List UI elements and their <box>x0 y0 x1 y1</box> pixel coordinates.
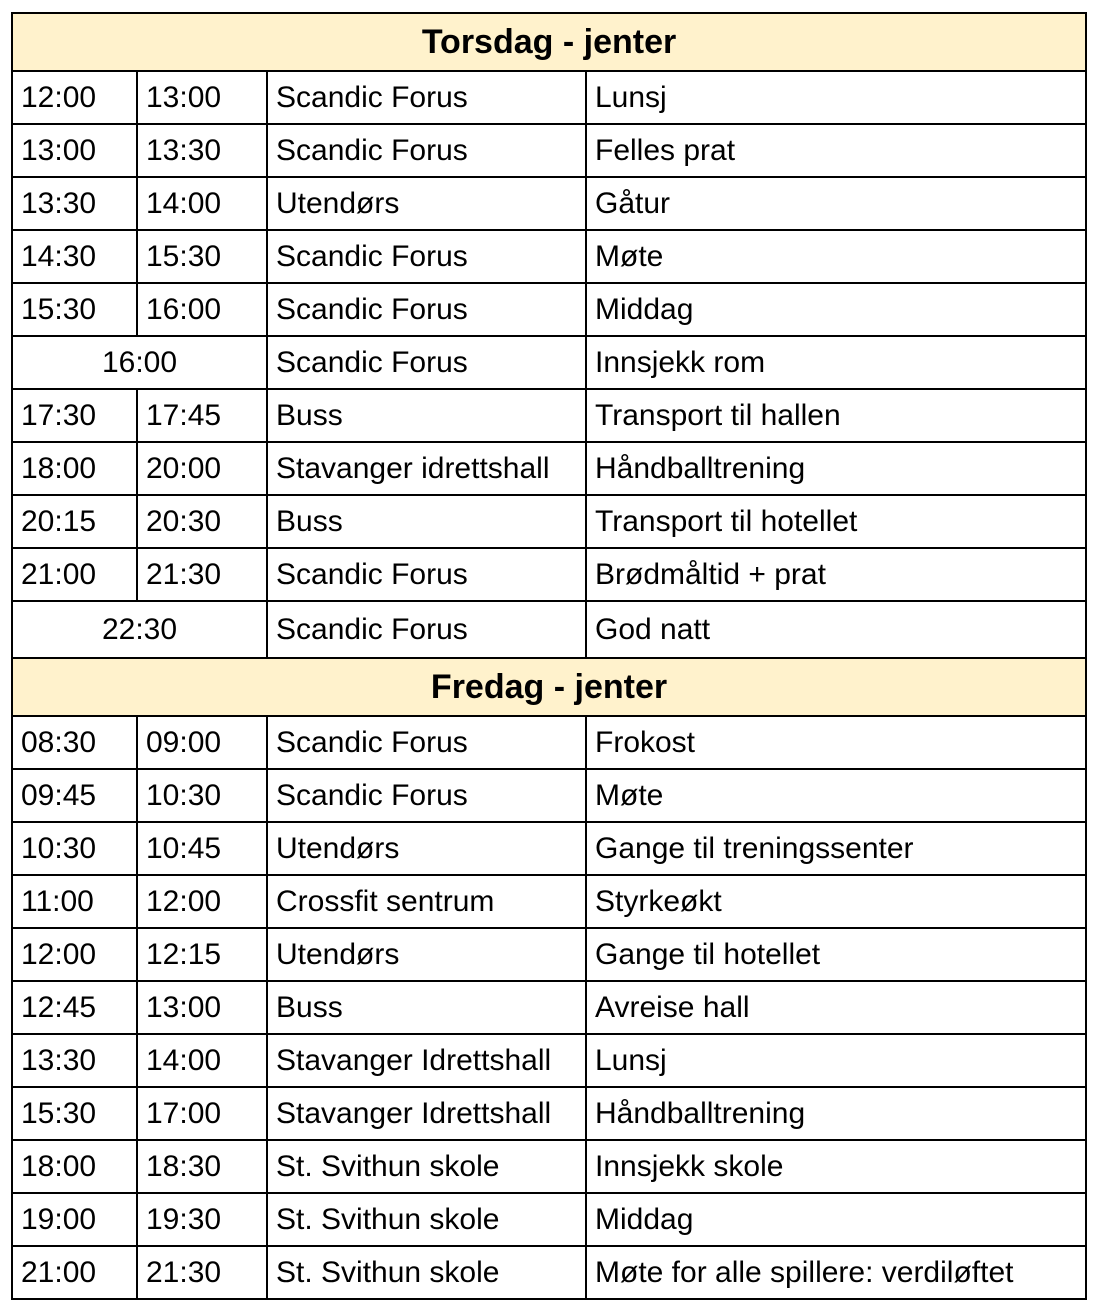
location-cell: Buss <box>267 495 586 548</box>
start-time-cell: 19:00 <box>12 1193 137 1246</box>
location-cell: Stavanger Idrettshall <box>267 1087 586 1140</box>
end-time-cell: 21:30 <box>137 548 267 601</box>
start-time-cell: 21:00 <box>12 1246 137 1299</box>
schedule-row <box>12 71 1086 124</box>
end-time-cell: 13:30 <box>137 124 267 177</box>
end-time-cell: 16:00 <box>137 283 267 336</box>
start-time-cell: 18:00 <box>12 442 137 495</box>
activity-cell: Innsjekk rom <box>586 336 1086 389</box>
start-time-cell: 08:30 <box>12 716 137 769</box>
schedule-row <box>12 1140 1086 1193</box>
end-time-cell: 12:00 <box>137 875 267 928</box>
schedule-row <box>12 601 1086 658</box>
schedule-row <box>12 769 1086 822</box>
end-time-cell: 09:00 <box>137 716 267 769</box>
location-cell: Stavanger Idrettshall <box>267 1034 586 1087</box>
start-time-cell: 10:30 <box>12 822 137 875</box>
schedule-row <box>12 177 1086 230</box>
start-time-cell: 12:00 <box>12 928 137 981</box>
schedule-table <box>11 12 1087 1300</box>
location-cell: Stavanger idrettshall <box>267 442 586 495</box>
start-time-cell: 11:00 <box>12 875 137 928</box>
start-time-cell: 13:30 <box>12 177 137 230</box>
activity-cell: Middag <box>586 1193 1086 1246</box>
end-time-cell: 20:30 <box>137 495 267 548</box>
end-time-cell: 12:15 <box>137 928 267 981</box>
end-time-cell: 19:30 <box>137 1193 267 1246</box>
location-cell: Scandic Forus <box>267 71 586 124</box>
activity-cell: Møte <box>586 230 1086 283</box>
activity-cell: Innsjekk skole <box>586 1140 1086 1193</box>
schedule-row <box>12 1034 1086 1087</box>
location-cell: Scandic Forus <box>267 124 586 177</box>
activity-cell: Møte <box>586 769 1086 822</box>
location-cell: Scandic Forus <box>267 336 586 389</box>
schedule-row <box>12 1193 1086 1246</box>
start-time-cell: 18:00 <box>12 1140 137 1193</box>
location-cell: Scandic Forus <box>267 230 586 283</box>
day-title: Fredag - jenter <box>12 658 1086 716</box>
time-cell: 22:30 <box>12 601 267 658</box>
location-cell: St. Svithun skole <box>267 1140 586 1193</box>
schedule-row <box>12 230 1086 283</box>
schedule-row <box>12 822 1086 875</box>
schedule-row <box>12 283 1086 336</box>
schedule-row <box>12 875 1086 928</box>
location-cell: Buss <box>267 981 586 1034</box>
location-cell: Scandic Forus <box>267 716 586 769</box>
schedule-row <box>12 336 1086 389</box>
schedule-row <box>12 928 1086 981</box>
end-time-cell: 17:45 <box>137 389 267 442</box>
activity-cell: Lunsj <box>586 1034 1086 1087</box>
activity-cell: Frokost <box>586 716 1086 769</box>
location-cell: St. Svithun skole <box>267 1246 586 1299</box>
end-time-cell: 17:00 <box>137 1087 267 1140</box>
activity-cell: Gåtur <box>586 177 1086 230</box>
activity-cell: Brødmåltid + prat <box>586 548 1086 601</box>
end-time-cell: 15:30 <box>137 230 267 283</box>
schedule-row <box>12 1087 1086 1140</box>
end-time-cell: 10:45 <box>137 822 267 875</box>
start-time-cell: 15:30 <box>12 1087 137 1140</box>
start-time-cell: 12:00 <box>12 71 137 124</box>
time-cell: 16:00 <box>12 336 267 389</box>
end-time-cell: 20:00 <box>137 442 267 495</box>
start-time-cell: 17:30 <box>12 389 137 442</box>
schedule-row <box>12 442 1086 495</box>
location-cell: St. Svithun skole <box>267 1193 586 1246</box>
end-time-cell: 18:30 <box>137 1140 267 1193</box>
activity-cell: Middag <box>586 283 1086 336</box>
start-time-cell: 13:30 <box>12 1034 137 1087</box>
activity-cell: Gange til hotellet <box>586 928 1086 981</box>
location-cell: Utendørs <box>267 928 586 981</box>
activity-cell: Lunsj <box>586 71 1086 124</box>
start-time-cell: 21:00 <box>12 548 137 601</box>
schedule-row <box>12 548 1086 601</box>
start-time-cell: 13:00 <box>12 124 137 177</box>
activity-cell: Styrkeøkt <box>586 875 1086 928</box>
end-time-cell: 14:00 <box>137 177 267 230</box>
location-cell: Utendørs <box>267 822 586 875</box>
activity-cell: God natt <box>586 601 1086 658</box>
start-time-cell: 15:30 <box>12 283 137 336</box>
activity-cell: Transport til hallen <box>586 389 1086 442</box>
end-time-cell: 21:30 <box>137 1246 267 1299</box>
schedule-row <box>12 389 1086 442</box>
end-time-cell: 14:00 <box>137 1034 267 1087</box>
day-title: Torsdag - jenter <box>12 13 1086 71</box>
activity-cell: Felles prat <box>586 124 1086 177</box>
end-time-cell: 13:00 <box>137 71 267 124</box>
activity-cell: Møte for alle spillere: verdiløftet <box>586 1246 1086 1299</box>
end-time-cell: 10:30 <box>137 769 267 822</box>
schedule-row <box>12 1246 1086 1299</box>
activity-cell: Håndballtrening <box>586 1087 1086 1140</box>
schedule-row <box>12 716 1086 769</box>
day-header-row <box>12 13 1086 71</box>
start-time-cell: 14:30 <box>12 230 137 283</box>
activity-cell: Transport til hotellet <box>586 495 1086 548</box>
end-time-cell: 13:00 <box>137 981 267 1034</box>
location-cell: Scandic Forus <box>267 548 586 601</box>
location-cell: Utendørs <box>267 177 586 230</box>
location-cell: Crossfit sentrum <box>267 875 586 928</box>
location-cell: Scandic Forus <box>267 769 586 822</box>
day-header-row <box>12 658 1086 716</box>
start-time-cell: 09:45 <box>12 769 137 822</box>
activity-cell: Håndballtrening <box>586 442 1086 495</box>
schedule-row <box>12 124 1086 177</box>
location-cell: Buss <box>267 389 586 442</box>
location-cell: Scandic Forus <box>267 283 586 336</box>
start-time-cell: 20:15 <box>12 495 137 548</box>
activity-cell: Gange til treningssenter <box>586 822 1086 875</box>
schedule-row <box>12 981 1086 1034</box>
start-time-cell: 12:45 <box>12 981 137 1034</box>
activity-cell: Avreise hall <box>586 981 1086 1034</box>
location-cell: Scandic Forus <box>267 601 586 658</box>
schedule-row <box>12 495 1086 548</box>
